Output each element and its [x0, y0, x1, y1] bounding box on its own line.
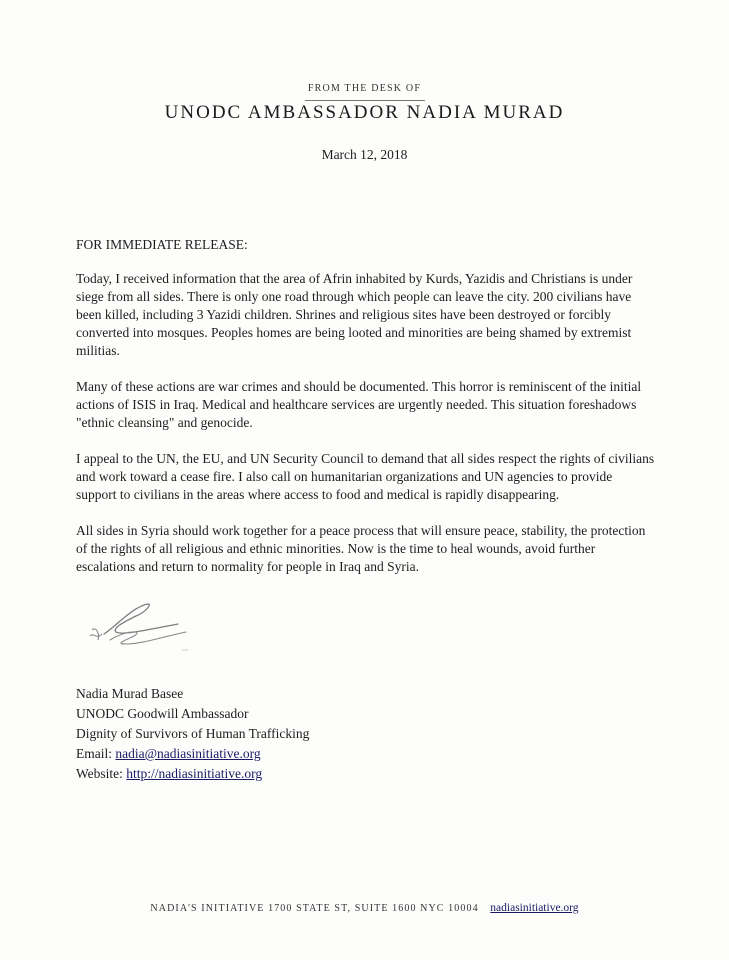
body-paragraph-3: I appeal to the UN, the EU, and UN Security Council to demand that all sides respect the rights of civilians and work toward a cease fire. I also call on humanitarian organizations and UN agencies to provide support to civilians in the areas where access to food and medical is rapidly disappearing. — [76, 451, 655, 502]
letterhead-title: UNODC AMBASSADOR NADIA MURAD — [164, 102, 565, 123]
email-link[interactable]: nadia@nadiasinitiative.org — [115, 746, 261, 761]
letterhead-kicker: FROM THE DESK OF — [307, 83, 422, 94]
body-paragraph-1: Today, I received information that the area of Afrin inhabited by Kurds, Yazidis and Christians is under siege from all sides. There is only one road through which people can leave the city. 200 civilians have been killed, including 3 Yazidi children. Shrines and religious sites have been destroyed or forcibly converted into mosques. Peoples homes are being looted and minorities are being shamed by extremist militias. — [76, 271, 633, 358]
signature-drawing — [86, 600, 196, 656]
footer-website-link[interactable]: nadiasinitiative.org — [490, 902, 579, 914]
email-label: Email: — [76, 746, 112, 761]
signoff-email-row — [76, 744, 309, 764]
footer — [0, 902, 729, 914]
signoff-website-row — [76, 764, 309, 784]
signature-icon — [86, 600, 196, 656]
signoff-title: UNODC Goodwill Ambassador — [76, 706, 249, 721]
website-label: Website: — [76, 766, 123, 781]
website-link[interactable]: http://nadiasinitiative.org — [126, 766, 263, 781]
body-paragraph-4: All sides in Syria should work together for a peace process that will ensure peace, stability, the protection of the rights of all religious and ethnic minorities. Now is the time to heal wounds, avoid further escalations and return to normality for people in Iraq and Syria. — [76, 523, 646, 574]
letterhead-divider — [305, 100, 425, 101]
body-paragraph-2: Many of these actions are war crimes and should be documented. This horror is reminiscent of the initial actions of ISIS in Iraq. Medical and healthcare services are urgently needed. This situation foreshadows "ethnic cleansing" and genocide. — [76, 379, 642, 430]
letter-date: March 12, 2018 — [321, 147, 408, 162]
signoff-organization: Dignity of Survivors of Human Trafficking — [76, 726, 310, 741]
release-label: FOR IMMEDIATE RELEASE: — [76, 237, 248, 252]
letter-body — [76, 236, 656, 594]
footer-address: NADIA'S INITIATIVE 1700 STATE ST, SUITE 1600 NYC 10004 — [150, 903, 479, 914]
signoff-block — [76, 684, 309, 784]
signoff-name: Nadia Murad Basee — [76, 686, 184, 701]
